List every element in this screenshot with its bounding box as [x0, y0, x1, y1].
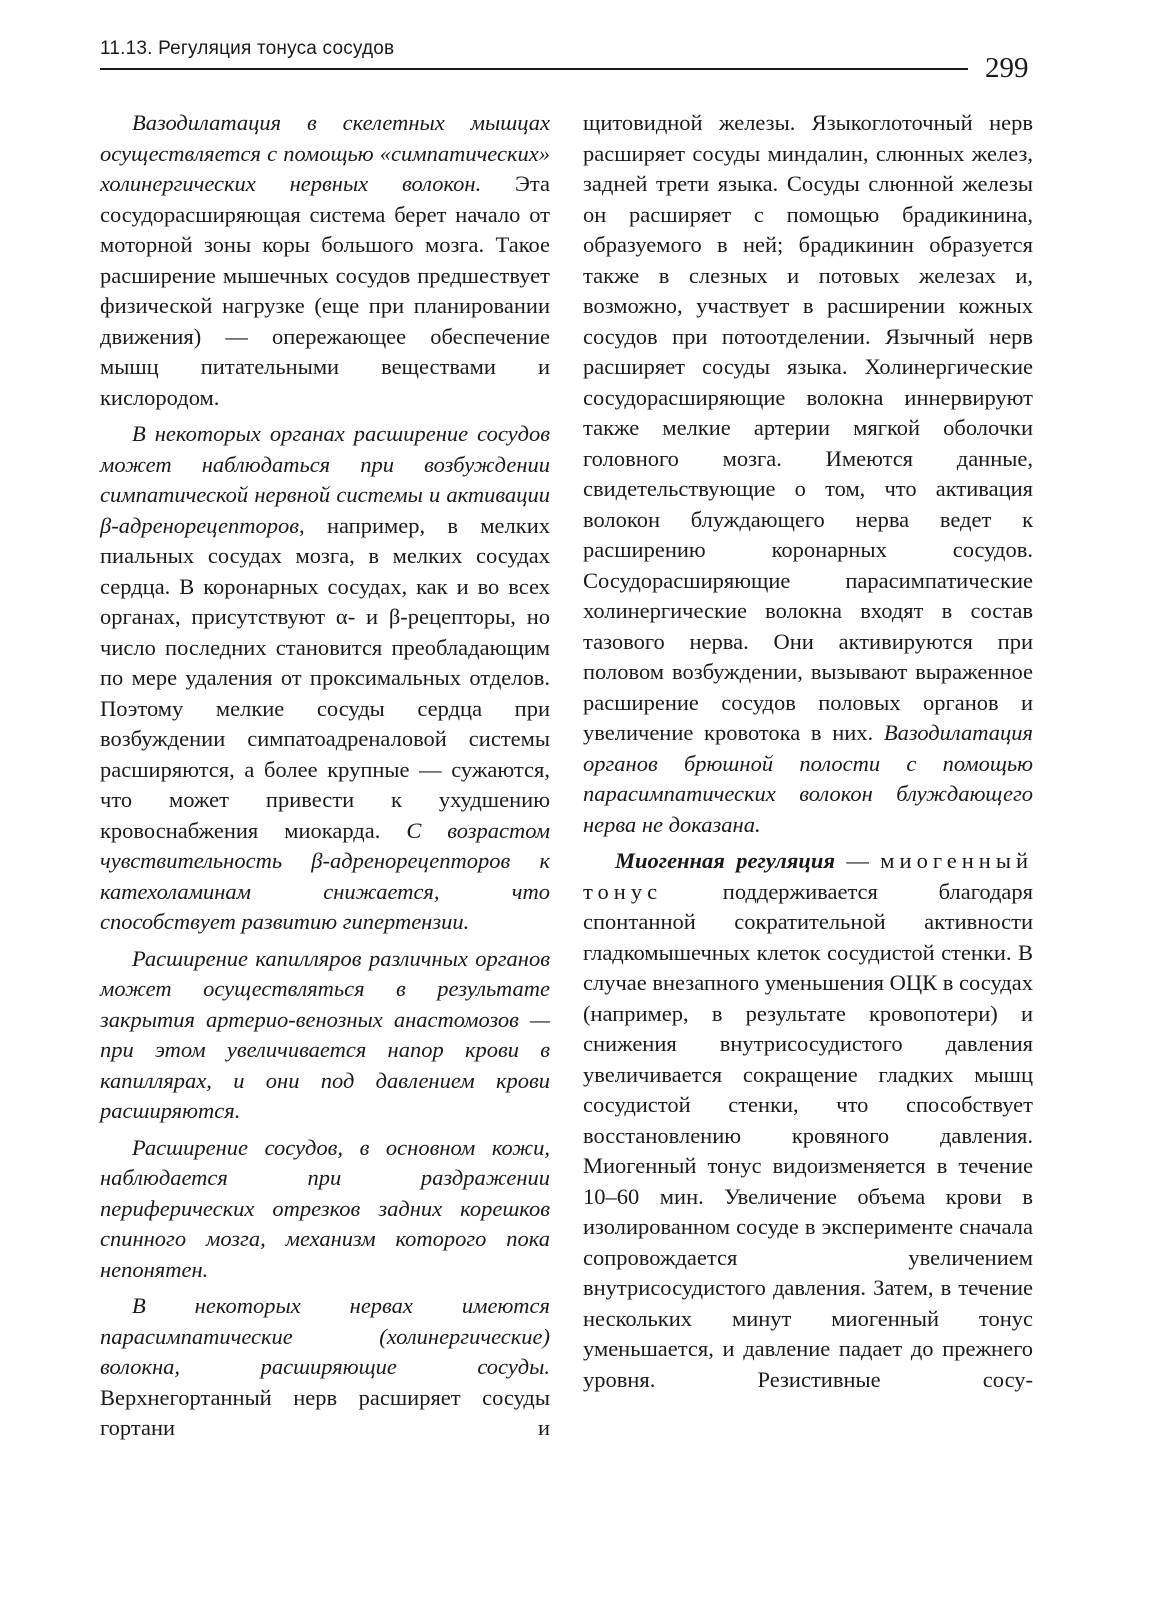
italic-statement: Вазодилатация органов брюшной полости с помощью парасимпатических волокон блуждающего нерва не доказана. — [583, 720, 1033, 837]
paragraph-beta-receptors — [100, 419, 550, 938]
paragraph-capillaries — [100, 944, 550, 1127]
body-text: Верхнегортанный нерв расширяет сосуды гортани и — [100, 1384, 550, 1440]
page-number: 299 — [985, 52, 1029, 84]
right-column — [583, 108, 1033, 1401]
dash: — — [834, 848, 881, 873]
paragraph-myogenic-regulation — [583, 846, 1033, 1395]
body-text: Эта сосудорасширяющая система берет начало от моторной зоны коры большого мозга. Такое расширение мышечных сосудов предшествует физической нагрузке (еще при планировании движения) — опережающее обеспечение мышц питательными веществами и кислородом. — [100, 171, 551, 410]
paragraph-nerves-continued — [583, 108, 1033, 840]
italic-statement: Расширение сосудов, в основном кожи, наблюдается при раздражении периферических отрезков задних корешков спинного мозга, механизм которого пока непонятен. — [100, 1134, 550, 1282]
italic-statement: В некоторых нервах имеются парасимпатические (холинергические) волокна, расширяющие сосуды. — [100, 1293, 550, 1379]
italic-statement: Расширение капилляров различных органов может осуществляться в результате закрытия артерио-венозных анастомозов — при этом увеличивается напор крови в капиллярах, и они под давлением крови расширяются. — [100, 945, 550, 1123]
body-text: например, в мелких пиальных сосудах мозга, в мелких сосудах сердца. В коронарных сосудах, как и во всех органах, присутствуют α- и β-рецепторы, но число последних становится преобладающим по мере удаления от проксимальных отделов. Поэтому мелкие сосуды сердца при возбуждении симпатоадреналовой системы расширяются, а более крупные — сужаются, что может привести к ухудшению кровоснабжения миокарда. — [100, 512, 550, 843]
left-column — [100, 108, 550, 1450]
running-title: 11.13. Регуляция тонуса сосудов — [100, 38, 395, 59]
spaced-term: миогенный тонус — [583, 848, 1033, 904]
body-text: поддерживается благодаря спонтанной сократительной активности гладкомышечных клеток сосудистой стенки. В случае внезапного уменьшения ОЦК в сосудах (например, в результате кровопотери) и снижения внутрисосудистого давления увеличивается сокращение гладких мышц сосудистой стенки, что способствует восстановлению кровяного давления. Миогенный тонус видоизменяется в течение 10–60 мин. Увеличение объема крови в изолированном сосуде в эксперименте сначала сопровождается увеличением внутрисосудистого давления. Затем, в течение нескольких минут миогенный тонус уменьшается, и давление падает до прежнего уровня. Резистивные сосу- — [583, 878, 1033, 1392]
body-text: щитовидной железы. Языкоглоточный нерв расширяет сосуды миндалин, слюнных желез, задней трети языка. Сосуды слюнной железы он расширяет с помощью брадикинина, образуемого в ней; брадикинин образуется также в слезных и потовых железах и, возможно, участвует в расширении кожных сосудов при потоотделении. Язычный нерв расширяет сосуды языка. Холинергические сосудорасширяющие волокна иннервируют также мелкие артерии мягкой оболочки головного мозга. Имеются данные, свидетельствующие о том, что активация волокон блуждающего нерва ведет к расширению коронарных сосудов. Сосудорасширяющие парасимпатические холинергические волокна входят в состав тазового нерва. Они активируются при половом возбуждении, вызывают выраженное расширение сосудов половых органов и увеличение кровотока в них. — [583, 110, 1033, 745]
header-rule — [100, 68, 968, 70]
paragraph-skin-vessels — [100, 1133, 550, 1286]
italic-statement: С возрастом чувствительность β-адренорецепторов к катехоламинам снижается, что способствует развитию гипертензии. — [100, 817, 550, 934]
section-term: Миогенная регуляция — [615, 848, 835, 873]
italic-statement: В некоторых органах расширение сосудов может наблюдаться при возбуждении симпатической нервной системы и активации β-адренорецепторов, — [100, 421, 550, 538]
italic-statement: Вазодилатация в скелетных мышцах осуществляется с помощью «симпатических» холинергических нервных волокон. — [100, 110, 550, 196]
paragraph-parasympathetic — [100, 1291, 550, 1444]
paragraph-skeletal-vasodilation — [100, 108, 550, 413]
